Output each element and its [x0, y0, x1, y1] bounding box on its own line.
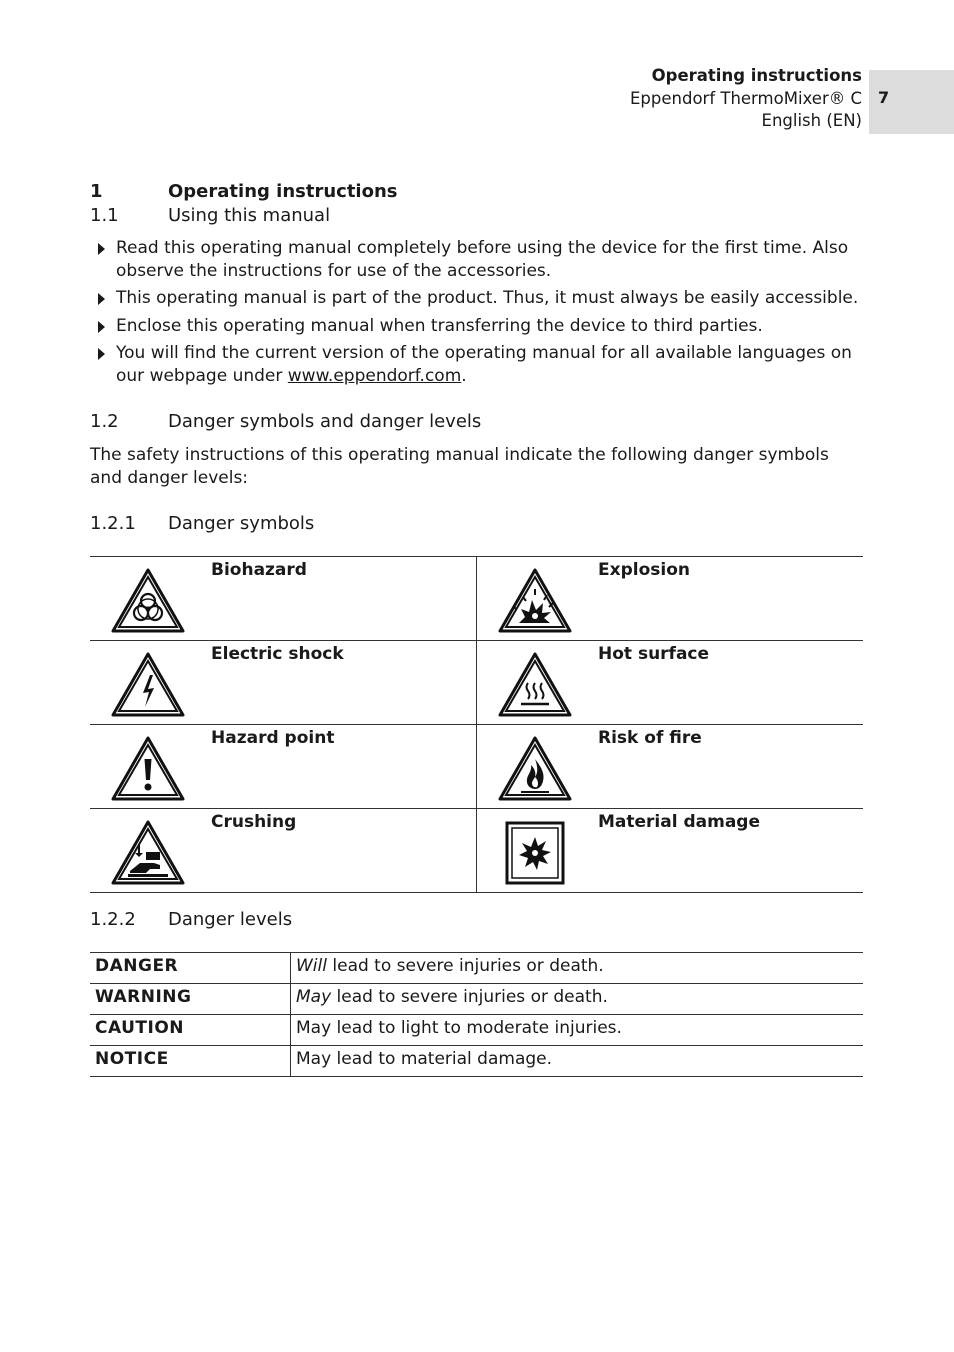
page-number: 7: [878, 88, 890, 107]
table-row: [90, 725, 863, 809]
symbol-label: Hot surface: [598, 644, 710, 664]
danger-levels-table: [90, 952, 863, 1077]
section-number: 1.2.2: [90, 909, 136, 930]
eppendorf-website-link[interactable]: www.eppendorf.com: [287, 365, 462, 386]
electric-shock-icon: [110, 651, 186, 719]
symbol-cell: [476, 641, 863, 724]
header-product: Eppendorf ThermoMixer® C: [629, 88, 862, 108]
section-title: Using this manual: [168, 205, 331, 226]
symbol-cell: [476, 557, 863, 640]
symbol-label: Material damage: [598, 812, 760, 832]
arrow-right-icon: [98, 243, 105, 255]
symbol-label: Explosion: [598, 560, 690, 580]
section-title: Operating instructions: [168, 181, 398, 202]
running-header: [630, 65, 862, 133]
list-item: Enclose this operating manual when transferring the device to third parties.: [96, 315, 868, 338]
section-1-heading: [90, 181, 490, 203]
symbol-label: Hazard point: [211, 728, 335, 748]
section-1-1-heading: [90, 205, 490, 227]
symbol-cell: [90, 557, 476, 640]
table-row: [90, 809, 863, 893]
instruction-list: [96, 237, 868, 392]
level-description: May lead to material damage.: [290, 1046, 863, 1076]
table-row: [90, 984, 863, 1015]
explosion-icon: [497, 567, 573, 635]
table-row: [90, 1046, 863, 1077]
section-title: Danger levels: [168, 909, 293, 930]
level-description: May lead to light to moderate injuries.: [290, 1015, 863, 1045]
symbol-cell: [476, 725, 863, 808]
section-1-2-heading: [90, 411, 590, 433]
table-row: [90, 953, 863, 984]
arrow-right-icon: [98, 348, 105, 360]
biohazard-icon: [110, 567, 186, 635]
section-number: 1.2.1: [90, 513, 136, 534]
hazard-point-icon: [110, 735, 186, 803]
section-intro: The safety instructions of this operating manual indicate the following danger symbols and danger levels:: [90, 445, 829, 488]
list-item: Read this operating manual completely before using the device for the first time. Also observe the instructions for use of the accessories.: [96, 237, 868, 282]
danger-symbols-table: [90, 556, 863, 893]
level-name: NOTICE: [95, 1049, 169, 1069]
symbol-label: Biohazard: [211, 560, 307, 580]
table-row: [90, 1015, 863, 1046]
section-number: 1.2: [90, 411, 119, 432]
list-item: This operating manual is part of the product. Thus, it must always be easily accessible.: [96, 287, 868, 310]
header-title: Operating instructions: [651, 66, 862, 85]
crushing-icon: [110, 819, 186, 887]
section-1-2-2-heading: [90, 909, 590, 931]
arrow-right-icon: [98, 321, 105, 333]
table-row: [90, 557, 863, 641]
risk-of-fire-icon: [497, 735, 573, 803]
section-title: Danger symbols: [168, 513, 315, 534]
level-description: May lead to severe injuries or death.: [290, 984, 863, 1014]
arrow-right-icon: [98, 293, 105, 305]
level-description: Will lead to severe injuries or death.: [290, 953, 863, 983]
table-row: [90, 641, 863, 725]
symbol-label: Risk of fire: [598, 728, 702, 748]
header-language: English (EN): [761, 111, 862, 130]
symbol-label: Crushing: [211, 812, 297, 832]
hot-surface-icon: [497, 651, 573, 719]
section-number: 1: [90, 181, 103, 202]
level-name: WARNING: [95, 987, 192, 1007]
list-item: You will find the current version of the operating manual for all available languages on our webpage under www.eppendorf.com.: [96, 342, 868, 387]
symbol-cell: [90, 809, 476, 892]
symbol-label: Electric shock: [211, 644, 344, 664]
symbol-cell: [476, 809, 863, 892]
section-number: 1.1: [90, 205, 119, 226]
section-title: Danger symbols and danger levels: [168, 411, 482, 432]
level-name: CAUTION: [95, 1018, 185, 1038]
section-1-2-1-heading: [90, 513, 590, 535]
symbol-cell: [90, 725, 476, 808]
material-damage-icon: [497, 819, 573, 887]
level-name: DANGER: [95, 956, 179, 976]
symbol-cell: [90, 641, 476, 724]
